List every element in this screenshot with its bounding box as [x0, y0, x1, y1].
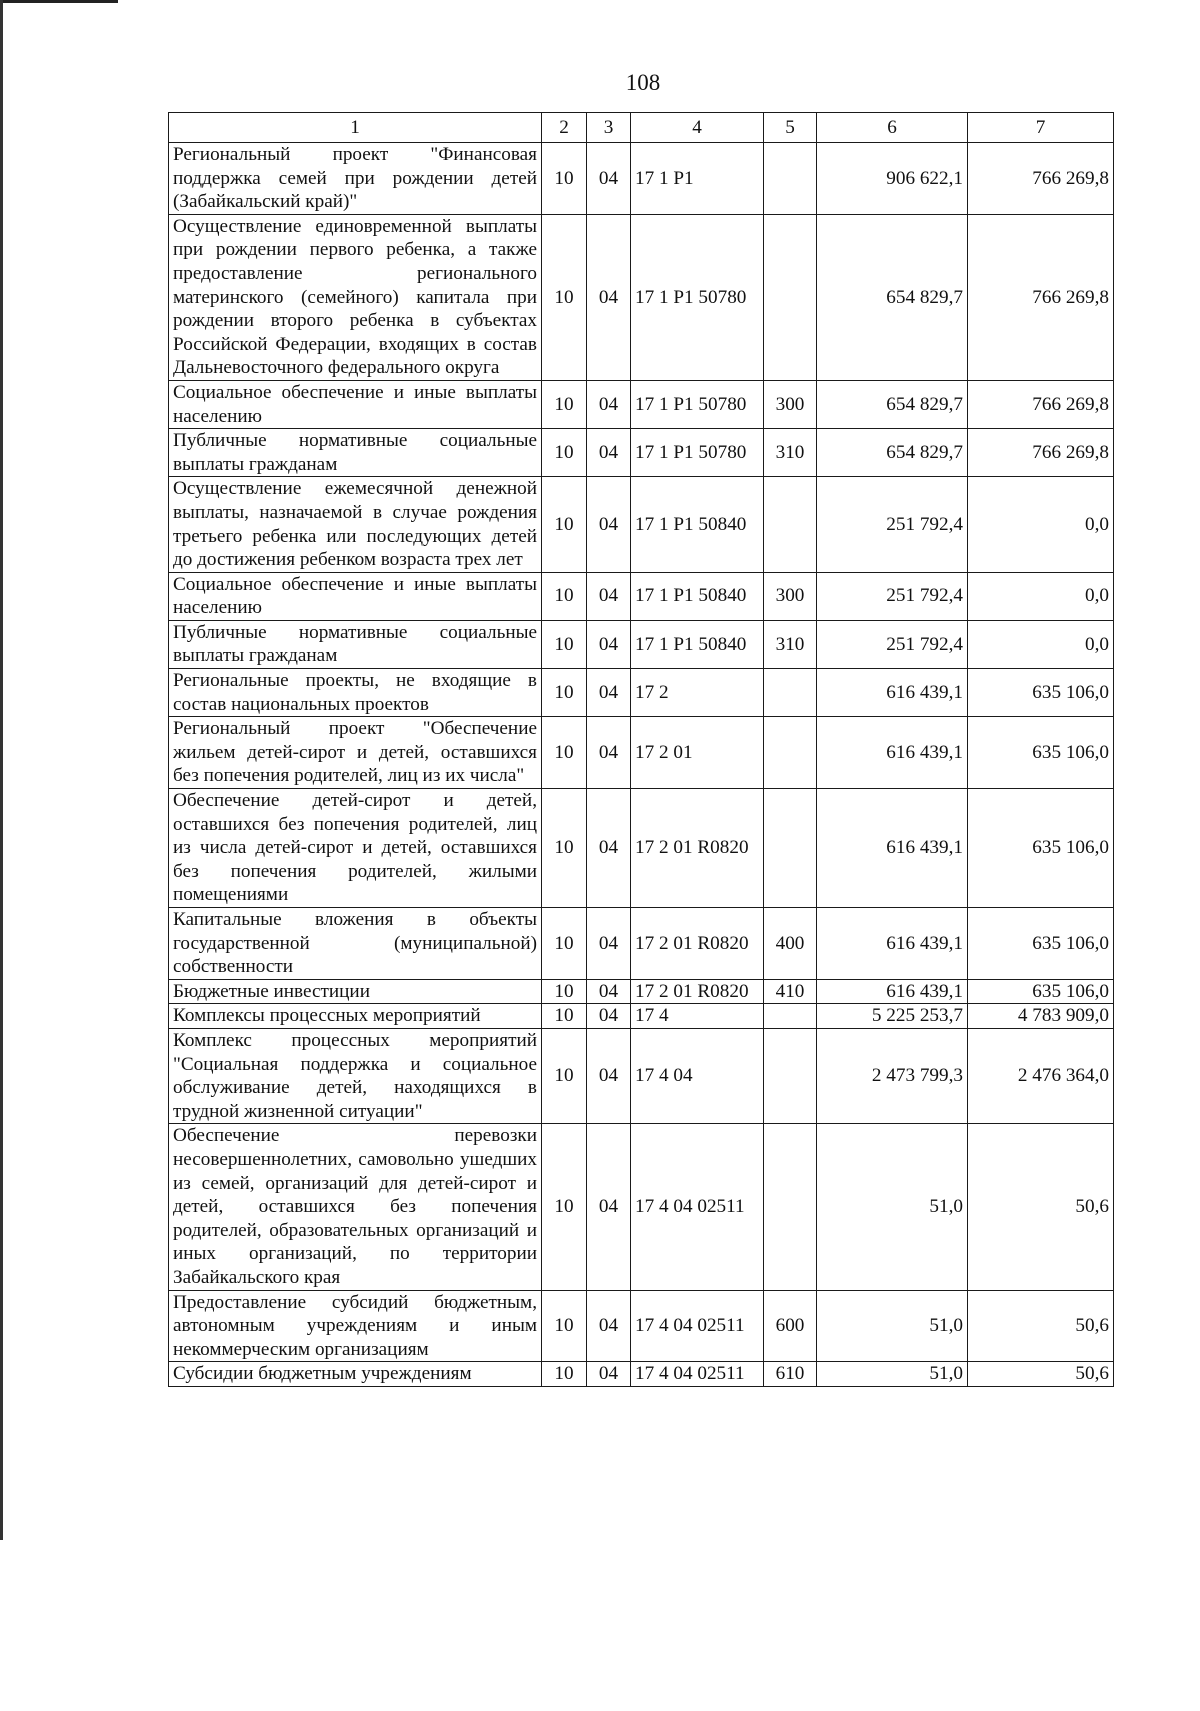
amount-year1-cell: 616 439,1: [817, 717, 968, 789]
row-name-cell: Социальное обеспечение и иные выплаты населению: [169, 380, 542, 428]
row-name-cell: Региональные проекты, не входящие в состав национальных проектов: [169, 669, 542, 717]
expense-type-cell: 600: [764, 1290, 817, 1362]
row-name-cell: Осуществление единовременной выплаты при рождении первого ребенка, а также предоставление регионального материнского (семейного) капитала при рождении второго ребенка в субъектах Российской Федерации, входящих в состав Дальневосточного федерального округа: [169, 214, 542, 380]
expense-type-cell: [764, 789, 817, 908]
amount-year1-cell: 2 473 799,3: [817, 1028, 968, 1123]
amount-year2-cell: 50,6: [968, 1362, 1114, 1387]
target-article-cell: 17 1 P1 50840: [631, 572, 764, 620]
target-article-cell: 17 1 P1 50780: [631, 214, 764, 380]
column-header: 2: [542, 113, 587, 143]
row-name-cell: Публичные нормативные социальные выплаты гражданам: [169, 429, 542, 477]
table-row: [169, 1362, 1114, 1387]
amount-year2-cell: 0,0: [968, 620, 1114, 668]
target-article-cell: 17 2 01 R0820: [631, 789, 764, 908]
section-code-cell: 10: [542, 620, 587, 668]
amount-year1-cell: 906 622,1: [817, 143, 968, 215]
target-article-cell: 17 4 04 02511: [631, 1290, 764, 1362]
amount-year2-cell: 0,0: [968, 477, 1114, 572]
target-article-cell: 17 1 P1 50840: [631, 620, 764, 668]
amount-year2-cell: 635 106,0: [968, 908, 1114, 980]
row-name-cell: Обеспечение перевозки несовершеннолетних, самовольно ушедших из семей, организаций для детей-сирот и детей, оставшихся без попечения родителей, образовательных организаций и иных организаций, по территории Забайкальского края: [169, 1124, 542, 1290]
section-code-cell: 10: [542, 214, 587, 380]
amount-year1-cell: 616 439,1: [817, 908, 968, 980]
section-code-cell: 10: [542, 1124, 587, 1290]
amount-year2-cell: 635 106,0: [968, 979, 1114, 1004]
section-code-cell: 10: [542, 1362, 587, 1387]
section-code-cell: 10: [542, 1290, 587, 1362]
expense-type-cell: 300: [764, 380, 817, 428]
amount-year2-cell: 766 269,8: [968, 143, 1114, 215]
amount-year1-cell: 51,0: [817, 1290, 968, 1362]
amount-year1-cell: 654 829,7: [817, 429, 968, 477]
expense-type-cell: [764, 1004, 817, 1029]
amount-year2-cell: 4 783 909,0: [968, 1004, 1114, 1029]
target-article-cell: 17 1 P1 50780: [631, 429, 764, 477]
column-header: 1: [169, 113, 542, 143]
subsection-code-cell: 04: [587, 979, 631, 1004]
table-row: [169, 214, 1114, 380]
table-row: [169, 143, 1114, 215]
table-row: [169, 908, 1114, 980]
subsection-code-cell: 04: [587, 214, 631, 380]
budget-table: [168, 112, 1114, 1387]
amount-year1-cell: 251 792,4: [817, 572, 968, 620]
amount-year1-cell: 251 792,4: [817, 477, 968, 572]
table-row: [169, 1290, 1114, 1362]
scan-edge-left: [0, 0, 3, 1540]
subsection-code-cell: 04: [587, 1290, 631, 1362]
expense-type-cell: [764, 717, 817, 789]
section-code-cell: 10: [542, 143, 587, 215]
subsection-code-cell: 04: [587, 143, 631, 215]
section-code-cell: 10: [542, 669, 587, 717]
row-name-cell: Комплекс процессных мероприятий "Социальная поддержка и социальное обслуживание детей, находящихся в трудной жизненной ситуации": [169, 1028, 542, 1123]
amount-year2-cell: 2 476 364,0: [968, 1028, 1114, 1123]
amount-year1-cell: 654 829,7: [817, 380, 968, 428]
subsection-code-cell: 04: [587, 1124, 631, 1290]
page-number: 108: [625, 70, 661, 95]
amount-year2-cell: 766 269,8: [968, 380, 1114, 428]
scan-edge-top: [0, 0, 118, 3]
row-name-cell: Осуществление ежемесячной денежной выплаты, назначаемой в случае рождения третьего ребенка или последующих детей до достижения ребенком возраста трех лет: [169, 477, 542, 572]
amount-year2-cell: 50,6: [968, 1124, 1114, 1290]
section-code-cell: 10: [542, 1028, 587, 1123]
amount-year2-cell: 635 106,0: [968, 669, 1114, 717]
expense-type-cell: [764, 1124, 817, 1290]
row-name-cell: Предоставление субсидий бюджетным, автономным учреждениям и иным некоммерческим организациям: [169, 1290, 542, 1362]
section-code-cell: 10: [542, 380, 587, 428]
expense-type-cell: [764, 1028, 817, 1123]
subsection-code-cell: 04: [587, 908, 631, 980]
target-article-cell: 17 4 04 02511: [631, 1124, 764, 1290]
table-row: [169, 429, 1114, 477]
subsection-code-cell: 04: [587, 1028, 631, 1123]
subsection-code-cell: 04: [587, 669, 631, 717]
target-article-cell: 17 4 04 02511: [631, 1362, 764, 1387]
section-code-cell: 10: [542, 572, 587, 620]
amount-year1-cell: 51,0: [817, 1362, 968, 1387]
target-article-cell: 17 4: [631, 1004, 764, 1029]
expense-type-cell: [764, 143, 817, 215]
row-name-cell: Комплексы процессных мероприятий: [169, 1004, 542, 1029]
expense-type-cell: 410: [764, 979, 817, 1004]
column-header: 5: [764, 113, 817, 143]
table-row: [169, 979, 1114, 1004]
subsection-code-cell: 04: [587, 1004, 631, 1029]
row-name-cell: Капитальные вложения в объекты государственной (муниципальной) собственности: [169, 908, 542, 980]
column-header: 6: [817, 113, 968, 143]
subsection-code-cell: 04: [587, 572, 631, 620]
row-name-cell: Региональный проект "Обеспечение жильем детей-сирот и детей, оставшихся без попечения родителей, лиц из их числа": [169, 717, 542, 789]
expense-type-cell: 400: [764, 908, 817, 980]
target-article-cell: 17 2 01 R0820: [631, 979, 764, 1004]
table-row: [169, 1028, 1114, 1123]
target-article-cell: 17 4 04: [631, 1028, 764, 1123]
amount-year2-cell: 635 106,0: [968, 789, 1114, 908]
target-article-cell: 17 2 01: [631, 717, 764, 789]
table-row: [169, 717, 1114, 789]
table-row: [169, 572, 1114, 620]
section-code-cell: 10: [542, 979, 587, 1004]
subsection-code-cell: 04: [587, 789, 631, 908]
amount-year2-cell: 50,6: [968, 1290, 1114, 1362]
amount-year1-cell: 616 439,1: [817, 669, 968, 717]
amount-year1-cell: 654 829,7: [817, 214, 968, 380]
row-name-cell: Субсидии бюджетным учреждениям: [169, 1362, 542, 1387]
table-row: [169, 620, 1114, 668]
expense-type-cell: 310: [764, 620, 817, 668]
subsection-code-cell: 04: [587, 717, 631, 789]
amount-year1-cell: 616 439,1: [817, 789, 968, 908]
table-row: [169, 1004, 1114, 1029]
column-header: 4: [631, 113, 764, 143]
subsection-code-cell: 04: [587, 1362, 631, 1387]
expense-type-cell: 610: [764, 1362, 817, 1387]
row-name-cell: Публичные нормативные социальные выплаты гражданам: [169, 620, 542, 668]
row-name-cell: Обеспечение детей-сирот и детей, оставшихся без попечения родителей, лиц из числа детей-сирот и детей, оставшихся без попечения родителей, жилыми помещениями: [169, 789, 542, 908]
target-article-cell: 17 1 P1 50780: [631, 380, 764, 428]
table-row: [169, 669, 1114, 717]
section-code-cell: 10: [542, 1004, 587, 1029]
amount-year1-cell: 51,0: [817, 1124, 968, 1290]
subsection-code-cell: 04: [587, 477, 631, 572]
expense-type-cell: [764, 477, 817, 572]
table-row: [169, 1124, 1114, 1290]
row-name-cell: Социальное обеспечение и иные выплаты населению: [169, 572, 542, 620]
section-code-cell: 10: [542, 789, 587, 908]
row-name-cell: Бюджетные инвестиции: [169, 979, 542, 1004]
target-article-cell: 17 2 01 R0820: [631, 908, 764, 980]
target-article-cell: 17 1 P1 50840: [631, 477, 764, 572]
amount-year2-cell: 635 106,0: [968, 717, 1114, 789]
section-code-cell: 10: [542, 908, 587, 980]
expense-type-cell: [764, 669, 817, 717]
expense-type-cell: [764, 214, 817, 380]
subsection-code-cell: 04: [587, 429, 631, 477]
section-code-cell: 10: [542, 717, 587, 789]
row-name-cell: Региональный проект "Финансовая поддержка семей при рождении детей (Забайкальский край)": [169, 143, 542, 215]
amount-year2-cell: 0,0: [968, 572, 1114, 620]
section-code-cell: 10: [542, 429, 587, 477]
table-header-row: [169, 113, 1114, 143]
amount-year1-cell: 5 225 253,7: [817, 1004, 968, 1029]
target-article-cell: 17 2: [631, 669, 764, 717]
table-row: [169, 380, 1114, 428]
expense-type-cell: 300: [764, 572, 817, 620]
column-header: 7: [968, 113, 1114, 143]
amount-year2-cell: 766 269,8: [968, 214, 1114, 380]
amount-year2-cell: 766 269,8: [968, 429, 1114, 477]
section-code-cell: 10: [542, 477, 587, 572]
amount-year1-cell: 616 439,1: [817, 979, 968, 1004]
target-article-cell: 17 1 P1: [631, 143, 764, 215]
expense-type-cell: 310: [764, 429, 817, 477]
subsection-code-cell: 04: [587, 620, 631, 668]
table-row: [169, 477, 1114, 572]
table-row: [169, 789, 1114, 908]
column-header: 3: [587, 113, 631, 143]
subsection-code-cell: 04: [587, 380, 631, 428]
amount-year1-cell: 251 792,4: [817, 620, 968, 668]
